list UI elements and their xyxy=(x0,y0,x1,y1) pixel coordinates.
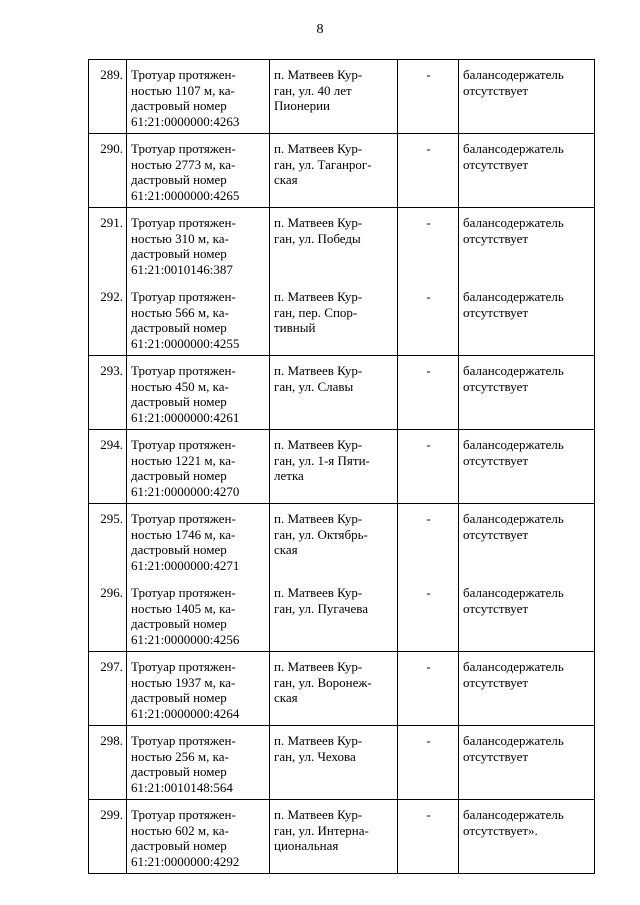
table-row xyxy=(89,134,595,208)
object-description-cell xyxy=(127,60,270,134)
object-address-cell xyxy=(270,726,398,800)
table-row xyxy=(89,430,595,504)
object-description-line: ностью 566 м, ка- xyxy=(131,304,229,320)
balance-holder-cell xyxy=(459,800,595,874)
table-row xyxy=(89,281,595,356)
object-description-line: дастровый номер xyxy=(131,246,227,261)
object-description-cell xyxy=(127,726,270,800)
object-description-cell xyxy=(127,504,270,578)
object-description-cell xyxy=(127,577,270,652)
balance-holder-line: отсутствует xyxy=(463,230,529,246)
balance-holder-line: отсутствует xyxy=(463,82,529,98)
row-number-cell: 294. xyxy=(89,430,127,504)
object-address-line: ган, ул. Таганрог- xyxy=(274,156,372,172)
object-description-cell xyxy=(127,800,270,874)
object-description-line: дастровый номер xyxy=(131,320,227,335)
object-description-cell xyxy=(127,134,270,208)
object-description-line: ностью 1405 м, ка- xyxy=(131,600,236,616)
object-address-line: ган, ул. Чехова xyxy=(274,748,356,764)
object-description-line: ностью 1937 м, ка- xyxy=(131,674,236,690)
value-dash-cell: - xyxy=(398,356,459,430)
balance-holder-line: балансодержатель xyxy=(463,215,564,230)
object-description-line: дастровый номер xyxy=(131,172,227,187)
balance-holder-line: отсутствует xyxy=(463,526,529,542)
object-description-line: дастровый номер xyxy=(131,394,227,409)
object-address-line: летка xyxy=(274,468,304,483)
value-dash-cell: - xyxy=(398,430,459,504)
object-description-line: дастровый номер xyxy=(131,764,227,779)
balance-holder-line: отсутствует xyxy=(463,674,529,690)
page-number: 8 xyxy=(316,22,324,37)
object-address-cell xyxy=(270,577,398,652)
object-description-line: дастровый номер xyxy=(131,616,227,631)
table-row xyxy=(89,208,595,282)
object-description-line: ностью 310 м, ка- xyxy=(131,230,229,246)
balance-holder-line: отсутствует xyxy=(463,156,529,172)
row-number-cell: 290. xyxy=(89,134,127,208)
object-address-line: ган, ул. Славы xyxy=(274,378,354,394)
object-description-line: Тротуар протяжен- xyxy=(131,289,236,304)
object-description-line: ностью 1107 м, ка- xyxy=(131,82,235,98)
object-description-line: Тротуар протяжен- xyxy=(131,807,236,822)
table-row xyxy=(89,504,595,578)
object-description-line: Тротуар протяжен- xyxy=(131,141,236,156)
object-description-line: ностью 2773 м, ка- xyxy=(131,156,236,172)
object-description-line: ностью 256 м, ка- xyxy=(131,748,229,764)
row-number-cell: 298. xyxy=(89,726,127,800)
balance-holder-line: отсутствует xyxy=(463,378,529,394)
balance-holder-line: балансодержатель xyxy=(463,141,564,156)
registry-table-body xyxy=(89,60,595,874)
object-address-line: п. Матвеев Кур- xyxy=(274,67,363,82)
row-number-cell: 299. xyxy=(89,800,127,874)
object-address-cell xyxy=(270,800,398,874)
row-number-cell: 291. xyxy=(89,208,127,282)
balance-holder-cell xyxy=(459,134,595,208)
object-description-line: дастровый номер xyxy=(131,690,227,705)
table-row xyxy=(89,577,595,652)
object-description-line: Тротуар протяжен- xyxy=(131,511,236,526)
object-description-line: 61:21:0000000:4255 xyxy=(131,335,240,351)
object-description-line: дастровый номер xyxy=(131,98,227,113)
balance-holder-line: отсутствует xyxy=(463,748,529,764)
balance-holder-line: балансодержатель xyxy=(463,511,564,526)
object-address-cell xyxy=(270,281,398,356)
object-address-line: ган, ул. Победы xyxy=(274,230,361,246)
object-address-line: п. Матвеев Кур- xyxy=(274,363,363,378)
object-address-line: ган, ул. Интерна- xyxy=(274,822,369,838)
object-address-line: п. Матвеев Кур- xyxy=(274,511,363,526)
balance-holder-line: балансодержатель xyxy=(463,733,564,748)
balance-holder-cell xyxy=(459,652,595,726)
row-number-cell: 297. xyxy=(89,652,127,726)
balance-holder-line: балансодержатель xyxy=(463,363,564,378)
balance-holder-line: отсутствует xyxy=(463,600,529,616)
object-address-cell xyxy=(270,504,398,578)
object-address-cell xyxy=(270,430,398,504)
object-address-cell xyxy=(270,652,398,726)
table-row xyxy=(89,60,595,134)
object-address-cell xyxy=(270,60,398,134)
balance-holder-line: балансодержатель xyxy=(463,585,564,600)
balance-holder-line: балансодержатель xyxy=(463,437,564,452)
balance-holder-line: отсутствует xyxy=(463,452,529,468)
object-address-line: ган, ул. Октябрь- xyxy=(274,526,368,542)
value-dash-cell: - xyxy=(398,726,459,800)
object-description-line: Тротуар протяжен- xyxy=(131,437,236,452)
object-address-line: Пионерии xyxy=(274,98,330,113)
object-address-line: п. Матвеев Кур- xyxy=(274,733,363,748)
balance-holder-line: балансодержатель xyxy=(463,67,564,82)
object-description-cell xyxy=(127,208,270,282)
object-description-line: дастровый номер xyxy=(131,838,227,853)
object-address-line: ская xyxy=(274,172,298,187)
object-description-line: дастровый номер xyxy=(131,468,227,483)
registry-table xyxy=(88,59,595,874)
object-description-line: Тротуар протяжен- xyxy=(131,67,236,82)
value-dash-cell: - xyxy=(398,652,459,726)
object-address-line: п. Матвеев Кур- xyxy=(274,141,363,156)
balance-holder-cell xyxy=(459,356,595,430)
object-description-line: дастровый номер xyxy=(131,542,227,557)
balance-holder-cell xyxy=(459,726,595,800)
object-description-line: 61:21:0000000:4263 xyxy=(131,113,240,129)
object-description-line: ностью 602 м, ка- xyxy=(131,822,229,838)
row-number-cell: 293. xyxy=(89,356,127,430)
balance-holder-cell xyxy=(459,430,595,504)
object-description-cell xyxy=(127,281,270,356)
object-description-line: Тротуар протяжен- xyxy=(131,659,236,674)
row-number-cell: 292. xyxy=(89,281,127,356)
value-dash-cell: - xyxy=(398,504,459,578)
object-description-line: 61:21:0000000:4264 xyxy=(131,705,240,721)
value-dash-cell: - xyxy=(398,60,459,134)
object-description-line: 61:21:0000000:4292 xyxy=(131,853,240,869)
object-description-line: ностью 1746 м, ка- xyxy=(131,526,236,542)
object-address-line: п. Матвеев Кур- xyxy=(274,659,363,674)
table-row xyxy=(89,726,595,800)
balance-holder-cell xyxy=(459,281,595,356)
object-description-line: 61:21:0000000:4265 xyxy=(131,187,240,203)
object-description-line: Тротуар протяжен- xyxy=(131,585,236,600)
balance-holder-line: отсутствует xyxy=(463,304,529,320)
object-description-cell xyxy=(127,652,270,726)
balance-holder-cell xyxy=(459,60,595,134)
object-address-line: ган, ул. Воронеж- xyxy=(274,674,372,690)
object-description-line: ностью 450 м, ка- xyxy=(131,378,229,394)
object-address-cell xyxy=(270,356,398,430)
object-description-line: Тротуар протяжен- xyxy=(131,215,236,230)
balance-holder-line: отсутствует». xyxy=(463,822,538,838)
object-description-line: 61:21:0000000:4256 xyxy=(131,631,240,647)
object-address-line: ская xyxy=(274,690,298,705)
object-description-line: 61:21:0010146:387 xyxy=(131,261,233,277)
object-description-line: 61:21:0000000:4271 xyxy=(131,557,240,573)
object-address-line: ган, ул. Пугачева xyxy=(274,600,368,616)
object-description-line: Тротуар протяжен- xyxy=(131,733,236,748)
row-number-cell: 289. xyxy=(89,60,127,134)
value-dash-cell: - xyxy=(398,134,459,208)
object-address-line: ган, ул. 1-я Пяти- xyxy=(274,452,370,468)
object-description-line: ностью 1221 м, ка- xyxy=(131,452,236,468)
row-number-cell: 295. xyxy=(89,504,127,578)
balance-holder-line: балансодержатель xyxy=(463,807,564,822)
balance-holder-cell xyxy=(459,208,595,282)
object-address-cell xyxy=(270,208,398,282)
object-address-line: ган, ул. 40 лет xyxy=(274,82,352,98)
object-address-line: п. Матвеев Кур- xyxy=(274,585,363,600)
object-address-line: п. Матвеев Кур- xyxy=(274,215,363,230)
table-row xyxy=(89,356,595,430)
object-address-line: п. Матвеев Кур- xyxy=(274,807,363,822)
object-description-cell xyxy=(127,356,270,430)
object-description-line: 61:21:0000000:4270 xyxy=(131,483,240,499)
object-description-cell xyxy=(127,430,270,504)
object-address-line: ская xyxy=(274,542,298,557)
object-description-line: 61:21:0010148:564 xyxy=(131,779,233,795)
object-description-line: 61:21:0000000:4261 xyxy=(131,409,240,425)
balance-holder-line: балансодержатель xyxy=(463,659,564,674)
object-address-line: п. Матвеев Кур- xyxy=(274,437,363,452)
balance-holder-cell xyxy=(459,504,595,578)
object-address-line: ган, пер. Спор- xyxy=(274,304,358,320)
object-address-line: циональная xyxy=(274,838,339,853)
table-row xyxy=(89,800,595,874)
value-dash-cell: - xyxy=(398,577,459,652)
balance-holder-cell xyxy=(459,577,595,652)
object-address-line: тивный xyxy=(274,320,316,335)
object-description-line: Тротуар протяжен- xyxy=(131,363,236,378)
value-dash-cell: - xyxy=(398,208,459,282)
object-address-line: п. Матвеев Кур- xyxy=(274,289,363,304)
balance-holder-line: балансодержатель xyxy=(463,289,564,304)
value-dash-cell: - xyxy=(398,800,459,874)
table-row xyxy=(89,652,595,726)
row-number-cell: 296. xyxy=(89,577,127,652)
value-dash-cell: - xyxy=(398,281,459,356)
object-address-cell xyxy=(270,134,398,208)
